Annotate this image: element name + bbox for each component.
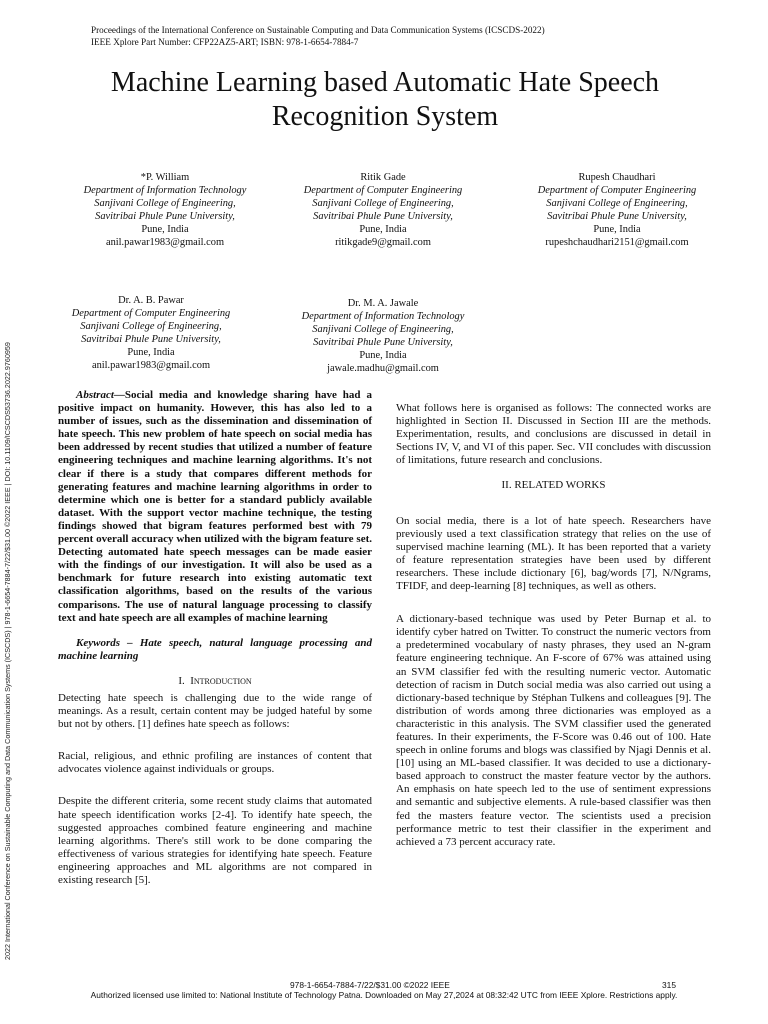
author-city: Pune, India (593, 224, 641, 235)
right-column (396, 402, 711, 849)
author-college: Sanjivani College of Engineering, (94, 198, 236, 209)
section-heading-introduction: I. Introduction (178, 674, 252, 687)
author-city: Pune, India (141, 224, 189, 235)
vertical-citation-strip (3, 342, 13, 969)
author-name: Dr. A. B. Pawar (118, 295, 184, 306)
paper-title (40, 66, 730, 134)
author-city: Pune, India (359, 350, 407, 361)
author-college: Sanjivani College of Engineering, (312, 198, 454, 209)
author-block (268, 297, 498, 375)
author-dept: Department of Information Technology (83, 185, 247, 196)
abstract-text: Social media and knowledge sharing have had a positive impact on humanity. However, this has also led to a number of issues, such as the dissemination and dissemination of hate speech. This new problem of hate speech on social media has been addressed by recent studies that utilized a number of feature engineering techniques and machine learning algorithms. It's not clear if there is a study that compares different methods for generating features and machine learning algorithms in order to determine which one is better for a standard publicly available dataset. With the support vector machine technique, the testing findings showed that bigram features performed best with 79 percent overall accuracy when utilized with the bigram feature set. Detecting automated hate speech messages can be made easier with the findings of our investigation. It will also be used as a benchmark for future research into existing automatic text classification algorithms, based on the results of the various comparisons. The use of natural language processing to classify text and hate speech are all examples of machine learning (58, 389, 372, 624)
left-column (58, 389, 372, 887)
outline-paragraph: What follows here is organised as follows: The connected works are highlighted in Section II. Discussed in Section III are the methods. Experimentation, results, and conclusions are discussed in detail in Sections IV, V, and VI of this paper. Sec. VII concludes with discussion of limitations, future research and conclusions. (396, 402, 711, 467)
author-block (50, 171, 280, 249)
author-city: Pune, India (127, 347, 175, 358)
author-email[interactable]: jawale.madhu@gmail.com (327, 363, 439, 374)
intro-paragraph: Racial, religious, and ethnic profiling are instances of content that advocates violence against individuals or groups. (58, 750, 372, 776)
citation-text: 2022 International Conference on Sustainable Computing and Data Communication Systems (ICSCDS) | 978-1-6654-7884-7/22/$31.00 ©2022 IEEE | DOI: 10.1109/ICSCDS53736.2022.9760959 (3, 342, 12, 960)
page-number: 315 (662, 980, 676, 990)
author-block (36, 294, 266, 372)
author-city: Pune, India (359, 224, 407, 235)
author-college: Sanjivani College of Engineering, (312, 324, 454, 335)
author-dept: Department of Information Technology (301, 311, 465, 322)
footer-copyright: 978-1-6654-7884-7/22/$31.00 ©2022 IEEE (290, 980, 450, 990)
author-university: Savitribai Phule Pune University, (313, 337, 453, 348)
author-block (268, 171, 498, 249)
author-email[interactable]: rupeshchaudhari2151@gmail.com (545, 237, 689, 248)
keywords (58, 637, 372, 663)
author-university: Savitribai Phule Pune University, (81, 334, 221, 345)
author-dept: Department of Computer Engineering (71, 308, 231, 319)
keywords-text: Hate speech, natural language processing and machine learning (58, 636, 373, 662)
author-name: Dr. M. A. Jawale (347, 298, 419, 309)
author-university: Savitribai Phule Pune University, (95, 211, 235, 222)
license-notice: Authorized licensed use limited to: National Institute of Technology Patna. Downloaded on May 27,2024 at 08:32:42 UTC from IEEE Xplore. Restrictions apply. (90, 990, 678, 1000)
author-college: Sanjivani College of Engineering, (80, 321, 222, 332)
author-email[interactable]: anil.pawar1983@gmail.com (105, 237, 225, 248)
author-university: Savitribai Phule Pune University, (547, 211, 687, 222)
header-line-2: IEEE Xplore Part Number: CFP22AZ5-ART; ISBN: 978-1-6654-7884-7 (91, 37, 359, 47)
author-email[interactable]: anil.pawar1983@gmail.com (91, 360, 211, 371)
section-heading-related-works: II. RELATED WORKS (501, 479, 606, 492)
related-works-paragraph: A dictionary-based technique was used by Peter Burnap et al. to identify cyber hatred on Twitter. To construct the numeric vectors from a predetermined vocabulary of nasty phrases, they used an N-gram feature engineering technique. An F-score of 67% was attained using an SVM classifier fed with the resulting numeric vector. Automatic detection of racism in Dutch social media was also carried out using a dictionary-based technique by Stéphan Tulkens and colleagues [9]. The distribution of words among three dictionaries was employed as a characteristic in this analysis. The SVM classifier used the generated features. In their experiments, the F-Score was 0.46 out of 100. Hate speech in online forums and blogs was classified by Njagi Dennis et al. [10] using an ML-based classifier. It was decided to use a dictionary-based approach to construct the master feature vector by the authors. An emphasis on hate speech led to the use of sentiment expressions and semantic and subjective elements. A rule-based classifier was then fed the masters feature vector. The scientists used a precision performance metric to test their classifier in the experiment and achieved a 73 percent accuracy rate. (396, 613, 711, 848)
related-works-paragraph: On social media, there is a lot of hate speech. Researchers have previously used a text classification strategy that relies on the use of supervised machine learning (ML). It has been reported that a variety of feature representation strategies have been used by different researchers. These include dictionary [6], bag/words [7], N/Ngrams, TFIDF, and deep-learning [8] techniques, as well as others. (396, 514, 711, 593)
intro-paragraph: Despite the different criteria, some recent study claims that automated hate speech identification works [2-4]. To identify hate speech, the suggested approaches combined feature engineering and machine learning algorithms. There's still work to be done comparing the effectiveness of various strategies for identifying hate speech. Feature engineering approaches and ML algorithms are not compared in existing research [5]. (58, 795, 372, 886)
author-dept: Department of Computer Engineering (537, 185, 697, 196)
keywords-label: Keywords – (76, 636, 133, 649)
author-block (502, 171, 732, 249)
abstract (58, 389, 372, 625)
author-college: Sanjivani College of Engineering, (546, 198, 688, 209)
author-email[interactable]: ritikgade9@gmail.com (335, 237, 431, 248)
abstract-label: Abstract— (76, 389, 125, 401)
header-line-1: Proceedings of the International Conference on Sustainable Computing and Data Communication Systems (ICSCDS-2022) (91, 25, 545, 35)
conference-header (91, 24, 545, 48)
author-name: Rupesh Chaudhari (578, 172, 656, 183)
author-dept: Department of Computer Engineering (303, 185, 463, 196)
author-name: Ritik Gade (360, 172, 406, 183)
title-line-1: Machine Learning based Automatic Hate Speech (110, 67, 660, 98)
author-name: *P. William (140, 172, 190, 183)
author-university: Savitribai Phule Pune University, (313, 211, 453, 222)
intro-paragraph: Detecting hate speech is challenging due to the wide range of meanings. As a result, certain content may be judged hateful by some but not by others. [1] defines hate speech as follows: (58, 691, 372, 731)
title-line-2: Recognition System (271, 101, 499, 132)
